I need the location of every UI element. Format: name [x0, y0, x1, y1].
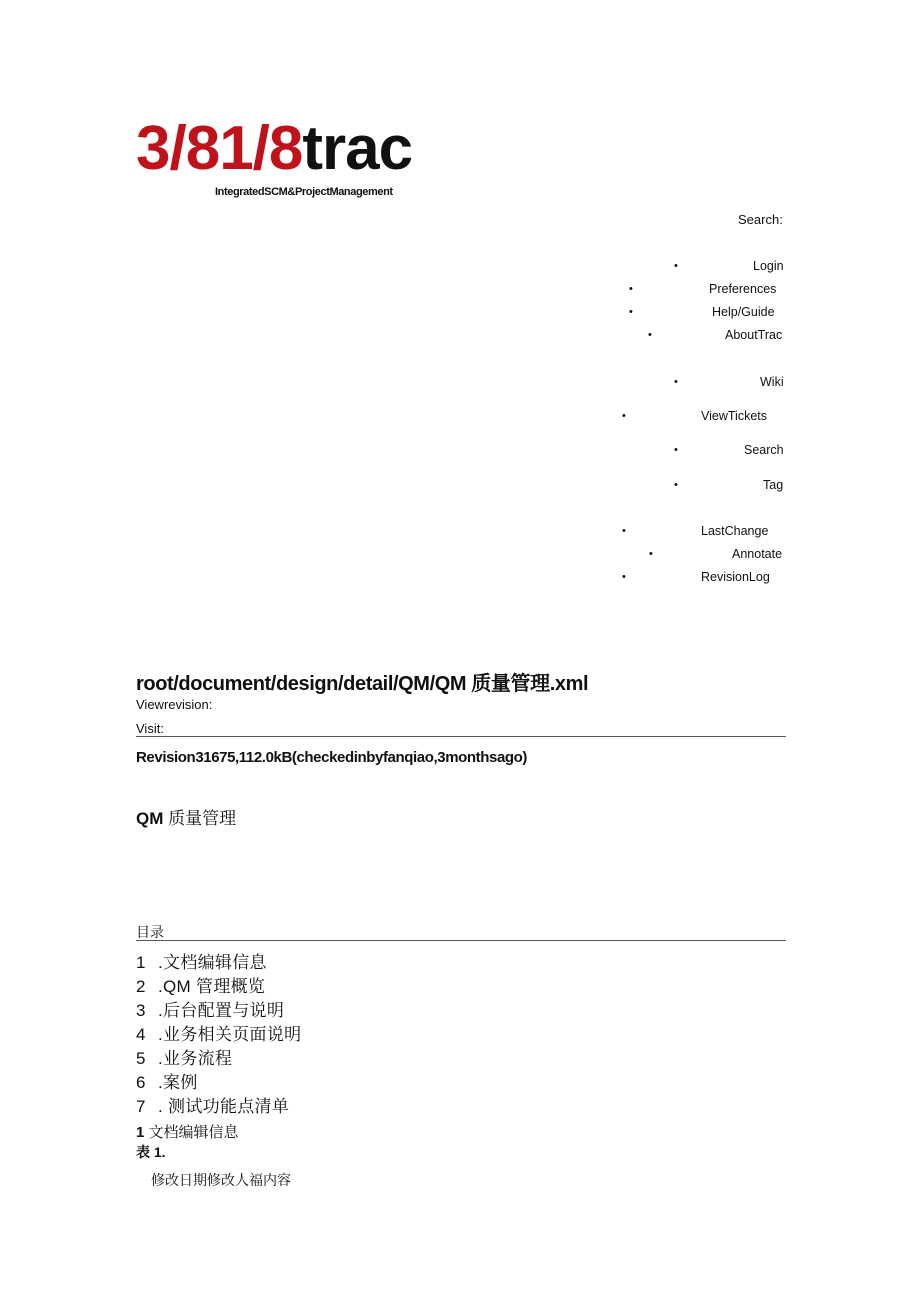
bullet-icon: • [648, 329, 652, 341]
toc-item-label: .案例 [158, 1073, 198, 1092]
nav-preferences-link[interactable]: Preferences [709, 282, 777, 296]
section-title: 文档编辑信息 [148, 1124, 239, 1141]
toc-item-label: .QM 管理概览 [158, 977, 266, 996]
document-title-code: QM [136, 809, 164, 828]
toc-item-number: 2 [136, 977, 146, 996]
toc-item-number: 6 [136, 1073, 146, 1092]
toc-item-label: .业务相关页面说明 [158, 1025, 302, 1044]
bullet-icon: • [674, 479, 678, 491]
toc-item[interactable] [136, 1020, 301, 1045]
logo-fraction-1: 3/8 [136, 114, 220, 183]
toc-item-number: 3 [136, 1001, 146, 1020]
document-title-text: 质量管理 [163, 809, 237, 828]
logo-fraction-2: 1/8 [219, 114, 303, 183]
toc-item-number: 7 [136, 1097, 146, 1116]
visit-label: Visit: [136, 721, 164, 736]
revision-info: Revision31675,112.0kB(checkedinbyfanqiao,3monthsago) [136, 749, 528, 766]
nav-search-link[interactable]: Search [744, 443, 784, 457]
logo-tagline: IntegratedSCM&ProjectManagement [215, 186, 393, 198]
toc-item[interactable] [136, 972, 265, 997]
document-title [136, 804, 236, 829]
toc-item-number: 4 [136, 1025, 146, 1044]
bullet-icon: • [674, 444, 678, 456]
logo-word: trac [302, 114, 413, 183]
toc-item-label: .业务流程 [158, 1049, 233, 1068]
bullet-icon: • [629, 283, 633, 295]
divider [136, 940, 786, 941]
bullet-icon: • [622, 525, 626, 537]
bullet-icon: • [674, 376, 678, 388]
nav-annotate-link[interactable]: Annotate [732, 547, 783, 561]
toc-item-label: .文档编辑信息 [158, 953, 267, 972]
table-caption: 表 1. [136, 1144, 166, 1160]
nav-wiki-link[interactable]: Wiki [760, 375, 784, 389]
page-title: root/document/design/detail/QM/QM 质量管理.xml [136, 673, 589, 695]
bullet-icon: • [629, 306, 633, 318]
toc-item[interactable] [136, 1044, 232, 1069]
nav-help-guide-link[interactable]: Help/Guide [712, 305, 775, 319]
toc-item[interactable] [136, 1068, 198, 1093]
nav-revision-log-link[interactable]: RevisionLog [701, 570, 770, 584]
toc-item[interactable] [136, 948, 267, 973]
toc-item-label: .后台配置与说明 [158, 1001, 285, 1020]
bullet-icon: • [622, 410, 626, 422]
toc-item-number: 5 [136, 1049, 146, 1068]
nav-login-link[interactable]: Login [753, 259, 784, 273]
toc-item-label: . 测试功能点清单 [158, 1097, 290, 1116]
toc-item[interactable] [136, 1092, 289, 1117]
section-heading [136, 1121, 239, 1142]
nav-tag-link[interactable]: Tag [763, 478, 784, 492]
toc-heading: 目录 [136, 924, 164, 940]
bullet-icon: • [674, 260, 678, 272]
divider [136, 736, 786, 737]
bullet-icon: • [622, 571, 626, 583]
nav-about-trac-link[interactable]: AboutTrac [725, 328, 783, 342]
trac-logo[interactable] [136, 114, 413, 183]
bullet-icon: • [649, 548, 653, 560]
view-revision-label: Viewrevision: [136, 697, 213, 712]
nav-view-tickets-link[interactable]: ViewTickets [701, 409, 767, 423]
section-number: 1 [136, 1124, 145, 1141]
nav-last-change-link[interactable]: LastChange [701, 524, 769, 538]
table-header-row: 修改日期修改人福内容 [151, 1172, 291, 1188]
search-label: Search: [738, 212, 783, 227]
toc-item[interactable] [136, 996, 284, 1021]
toc-item-number: 1 [136, 953, 146, 972]
